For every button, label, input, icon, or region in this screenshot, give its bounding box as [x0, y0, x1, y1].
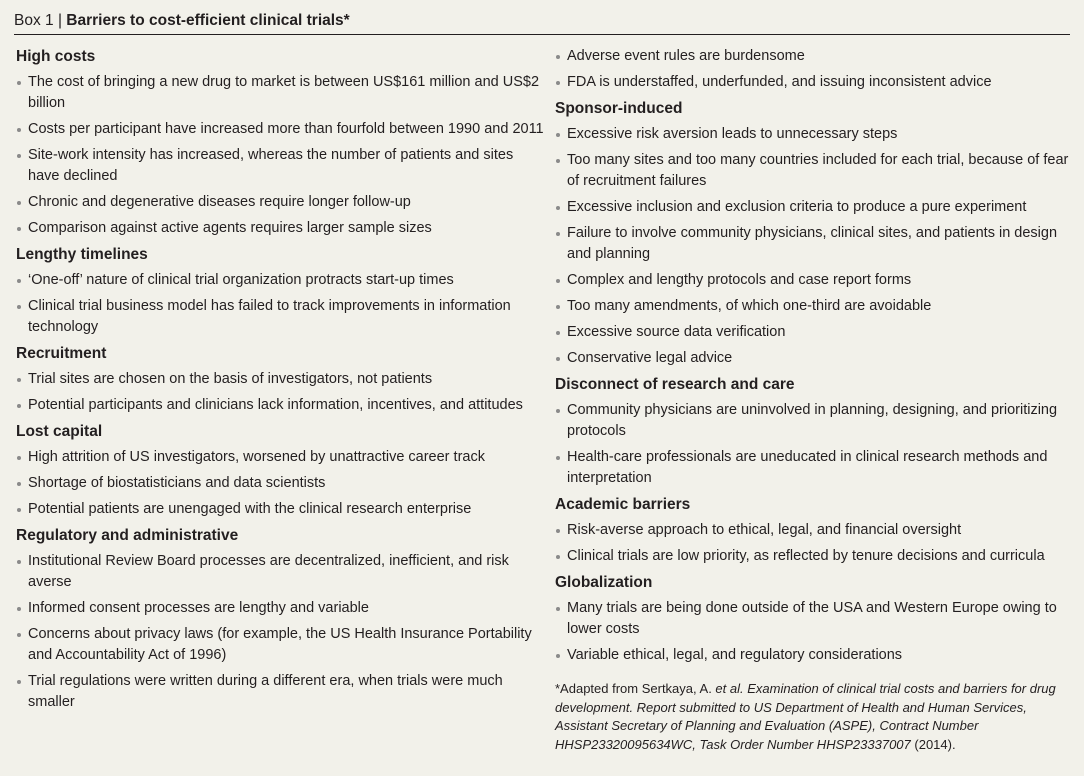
section [555, 494, 1075, 567]
list-item: Conservative legal advice [555, 348, 1075, 369]
list-item: Failure to involve community physicians, clinical sites, and patients in design and planning [555, 223, 1075, 265]
bullet-list [16, 270, 546, 338]
footnote-year: (2014). [910, 736, 956, 752]
list-item: Institutional Review Board processes are decentralized, inefficient, and risk averse [16, 551, 546, 593]
bullet-list [16, 551, 546, 713]
list-item: Chronic and degenerative diseases require longer follow-up [16, 192, 546, 213]
section-title: Globalization [555, 574, 653, 591]
section [555, 98, 1075, 369]
section [16, 525, 546, 713]
bullet-list [555, 520, 1075, 567]
section [16, 46, 546, 239]
list-item: Excessive risk aversion leads to unnecessary steps [555, 124, 1075, 145]
bullet-list [555, 598, 1075, 666]
list-item: The cost of bringing a new drug to market is between US$161 million and US$2 billion [16, 72, 546, 114]
box-title: Barriers to cost-efficient clinical trials* [66, 12, 350, 29]
list-item: Trial regulations were written during a different era, when trials were much smaller [16, 671, 546, 713]
footnote-body: Examination of clinical trial costs and barriers for drug development. Report submitted to US Department of Health and Human Services, Assistant Secretary of Planning and Evaluation (ASPE), Contract Number HHSP23320095634WC, Task Order Number HHSP23337007 [555, 681, 1056, 752]
list-item: Shortage of biostatisticians and data scientists [16, 473, 546, 494]
footnote [555, 680, 1075, 754]
list-item: Informed consent processes are lengthy and variable [16, 598, 546, 619]
list-item: Adverse event rules are burdensome [555, 46, 1075, 67]
section [555, 572, 1075, 666]
footnote-etal: et al. [715, 681, 744, 696]
list-item: Comparison against active agents requires larger sample sizes [16, 218, 546, 239]
list-item: High attrition of US investigators, worsened by unattractive career track [16, 447, 546, 468]
list-item: Variable ethical, legal, and regulatory considerations [555, 645, 1075, 666]
box-number: Box 1 [14, 12, 54, 29]
list-item: Trial sites are chosen on the basis of investigators, not patients [16, 369, 546, 390]
list-item: Too many sites and too many countries included for each trial, because of fear of recruitment failures [555, 150, 1075, 192]
section-title: Academic barriers [555, 496, 691, 513]
list-item: Excessive source data verification [555, 322, 1075, 343]
bullet-list [16, 72, 546, 239]
right-column [555, 46, 1075, 754]
section [16, 421, 546, 520]
section-title: Lengthy timelines [16, 246, 148, 263]
section [16, 244, 546, 338]
list-item: Risk-averse approach to ethical, legal, and financial oversight [555, 520, 1075, 541]
box-separator: | [57, 12, 62, 29]
bullet-list [16, 447, 546, 520]
list-item: Health-care professionals are uneducated in clinical research methods and interpretation [555, 447, 1075, 489]
bullet-list [555, 400, 1075, 489]
right-sections [555, 98, 1075, 666]
section-title: Disconnect of research and care [555, 376, 795, 393]
section [16, 343, 546, 416]
list-item: Clinical trials are low priority, as reflected by tenure decisions and curricula [555, 546, 1075, 567]
footnote-prefix: *Adapted from Sertkaya, A. [555, 681, 716, 696]
box-header [14, 8, 1070, 35]
list-item: ‘One-off’ nature of clinical trial organization protracts start-up times [16, 270, 546, 291]
list-item: Concerns about privacy laws (for example, the US Health Insurance Portability and Accountability Act of 1996) [16, 624, 546, 666]
left-column [16, 46, 546, 718]
list-item: Excessive inclusion and exclusion criteria to produce a pure experiment [555, 197, 1075, 218]
list-item: Costs per participant have increased more than fourfold between 1990 and 2011 [16, 119, 546, 140]
list-item: Potential participants and clinicians lack information, incentives, and attitudes [16, 395, 546, 416]
section-title: Sponsor-induced [555, 100, 683, 117]
section [555, 374, 1075, 489]
section-title: Regulatory and administrative [16, 527, 239, 544]
list-item: Many trials are being done outside of the USA and Western Europe owing to lower costs [555, 598, 1075, 640]
list-item: Community physicians are uninvolved in planning, designing, and prioritizing protocols [555, 400, 1075, 442]
list-item: Potential patients are unengaged with the clinical research enterprise [16, 499, 546, 520]
list-item: FDA is understaffed, underfunded, and issuing inconsistent advice [555, 72, 1075, 93]
bullet-list [555, 124, 1075, 369]
list-item: Too many amendments, of which one-third are avoidable [555, 296, 1075, 317]
section-title: Lost capital [16, 423, 103, 440]
list-item: Complex and lengthy protocols and case report forms [555, 270, 1075, 291]
continued-list [555, 46, 1075, 93]
bullet-list [16, 369, 546, 416]
list-item: Site-work intensity has increased, whereas the number of patients and sites have declined [16, 145, 546, 187]
list-item: Clinical trial business model has failed to track improvements in information technology [16, 296, 546, 338]
section-title: Recruitment [16, 345, 107, 362]
section-title: High costs [16, 48, 96, 65]
